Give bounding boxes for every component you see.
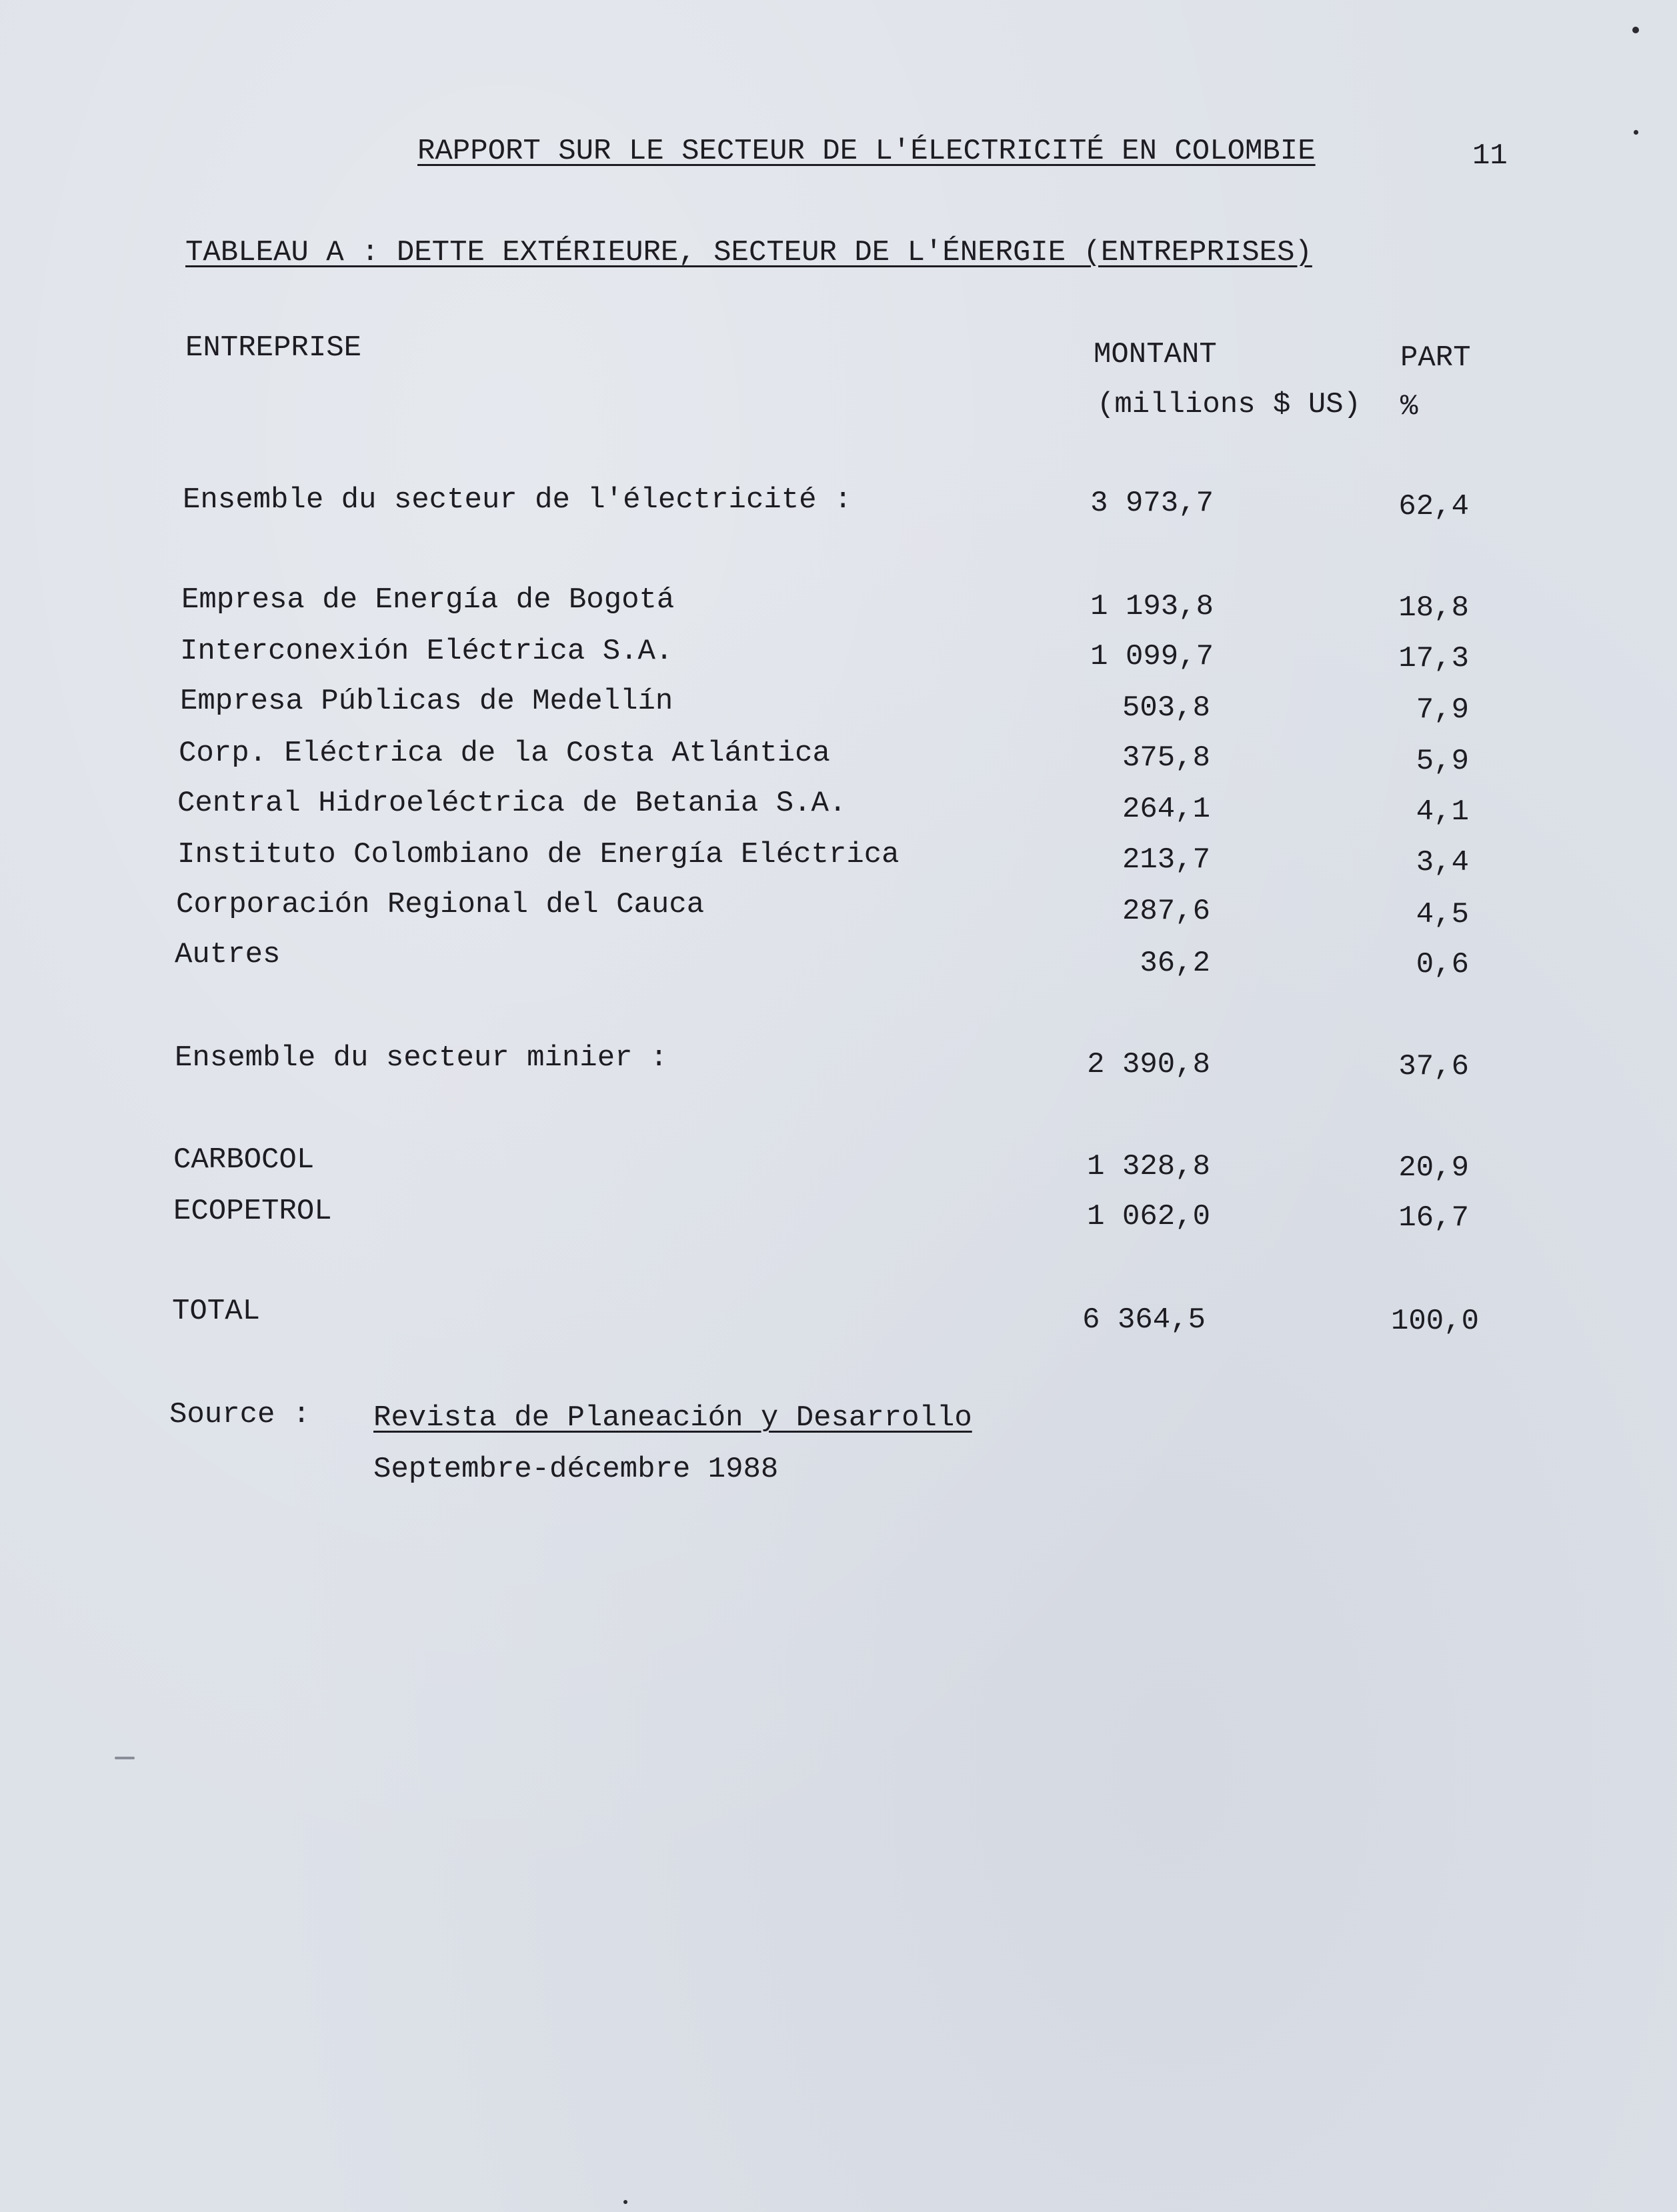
row-label: Empresa Públicas de Medellín xyxy=(180,685,673,718)
row-label: CARBOCOL xyxy=(173,1143,315,1177)
row-montant: 264,1 xyxy=(1122,793,1210,826)
row-montant: 503,8 xyxy=(1122,691,1210,725)
row-montant: 1 062,0 xyxy=(1087,1200,1210,1233)
column-header-part: PART xyxy=(1400,341,1471,375)
row-montant: 3 973,7 xyxy=(1090,487,1214,520)
row-part: 7,9 xyxy=(1416,693,1469,727)
scan-speck xyxy=(1632,27,1639,33)
row-label: Corp. Eléctrica de la Costa Atlántica xyxy=(179,737,830,770)
row-part: 62,4 xyxy=(1398,490,1469,523)
row-label: Instituto Colombiano de Energía Eléctrica xyxy=(177,838,900,871)
row-part: 20,9 xyxy=(1398,1151,1469,1185)
row-montant: 1 328,8 xyxy=(1087,1150,1210,1183)
table-title: TABLEAU A : DETTE EXTÉRIEURE, SECTEUR DE L'ÉNERGIE (ENTREPRISES) xyxy=(185,236,1312,269)
column-header-montant: MONTANT xyxy=(1094,338,1217,371)
scan-speck xyxy=(115,1757,135,1759)
column-unit-part: % xyxy=(1400,390,1418,423)
source-publication: Revista de Planeación y Desarrollo xyxy=(373,1401,972,1435)
scan-speck xyxy=(1634,130,1638,135)
report-title: RAPPORT SUR LE SECTEUR DE L'ÉLECTRICITÉ EN COLOMBIE xyxy=(417,135,1316,168)
row-montant: 375,8 xyxy=(1122,741,1210,775)
row-montant: 1 099,7 xyxy=(1090,640,1214,673)
row-part: 3,4 xyxy=(1416,846,1469,879)
row-label: Empresa de Energía de Bogotá xyxy=(181,583,675,617)
row-part: 0,6 xyxy=(1416,948,1469,981)
row-label: Ensemble du secteur minier : xyxy=(175,1041,668,1075)
row-montant: 36,2 xyxy=(1140,947,1210,980)
row-part: 16,7 xyxy=(1398,1201,1469,1235)
source-label: Source : xyxy=(169,1398,311,1431)
page-number: 11 xyxy=(1472,139,1508,173)
row-part: 17,3 xyxy=(1398,642,1469,675)
row-label: Interconexión Eléctrica S.A. xyxy=(180,635,673,668)
row-label: Corporación Regional del Cauca xyxy=(176,888,705,921)
row-part: 5,9 xyxy=(1416,745,1469,778)
row-montant: 287,6 xyxy=(1122,895,1210,928)
row-part: 37,6 xyxy=(1398,1050,1469,1083)
source-date: Septembre-décembre 1988 xyxy=(373,1453,779,1486)
scan-speck xyxy=(623,2200,627,2204)
row-label: Ensemble du secteur de l'électricité : xyxy=(183,483,852,517)
column-header-entreprise: ENTREPRISE xyxy=(185,331,362,365)
row-label: Central Hidroeléctrica de Betania S.A. xyxy=(177,787,847,820)
row-montant: 2 390,8 xyxy=(1087,1048,1210,1081)
row-montant: 1 193,8 xyxy=(1090,590,1214,623)
row-montant: 6 364,5 xyxy=(1082,1303,1206,1337)
row-part: 100,0 xyxy=(1390,1305,1479,1338)
row-part: 4,1 xyxy=(1416,795,1469,829)
row-label: Autres xyxy=(175,938,281,971)
column-unit-montant: (millions $ US) xyxy=(1097,388,1362,421)
row-label: ECOPETROL xyxy=(173,1195,332,1228)
row-montant: 213,7 xyxy=(1122,843,1210,877)
row-part: 4,5 xyxy=(1416,898,1469,931)
row-label: TOTAL xyxy=(172,1295,261,1328)
row-part: 18,8 xyxy=(1398,591,1469,625)
